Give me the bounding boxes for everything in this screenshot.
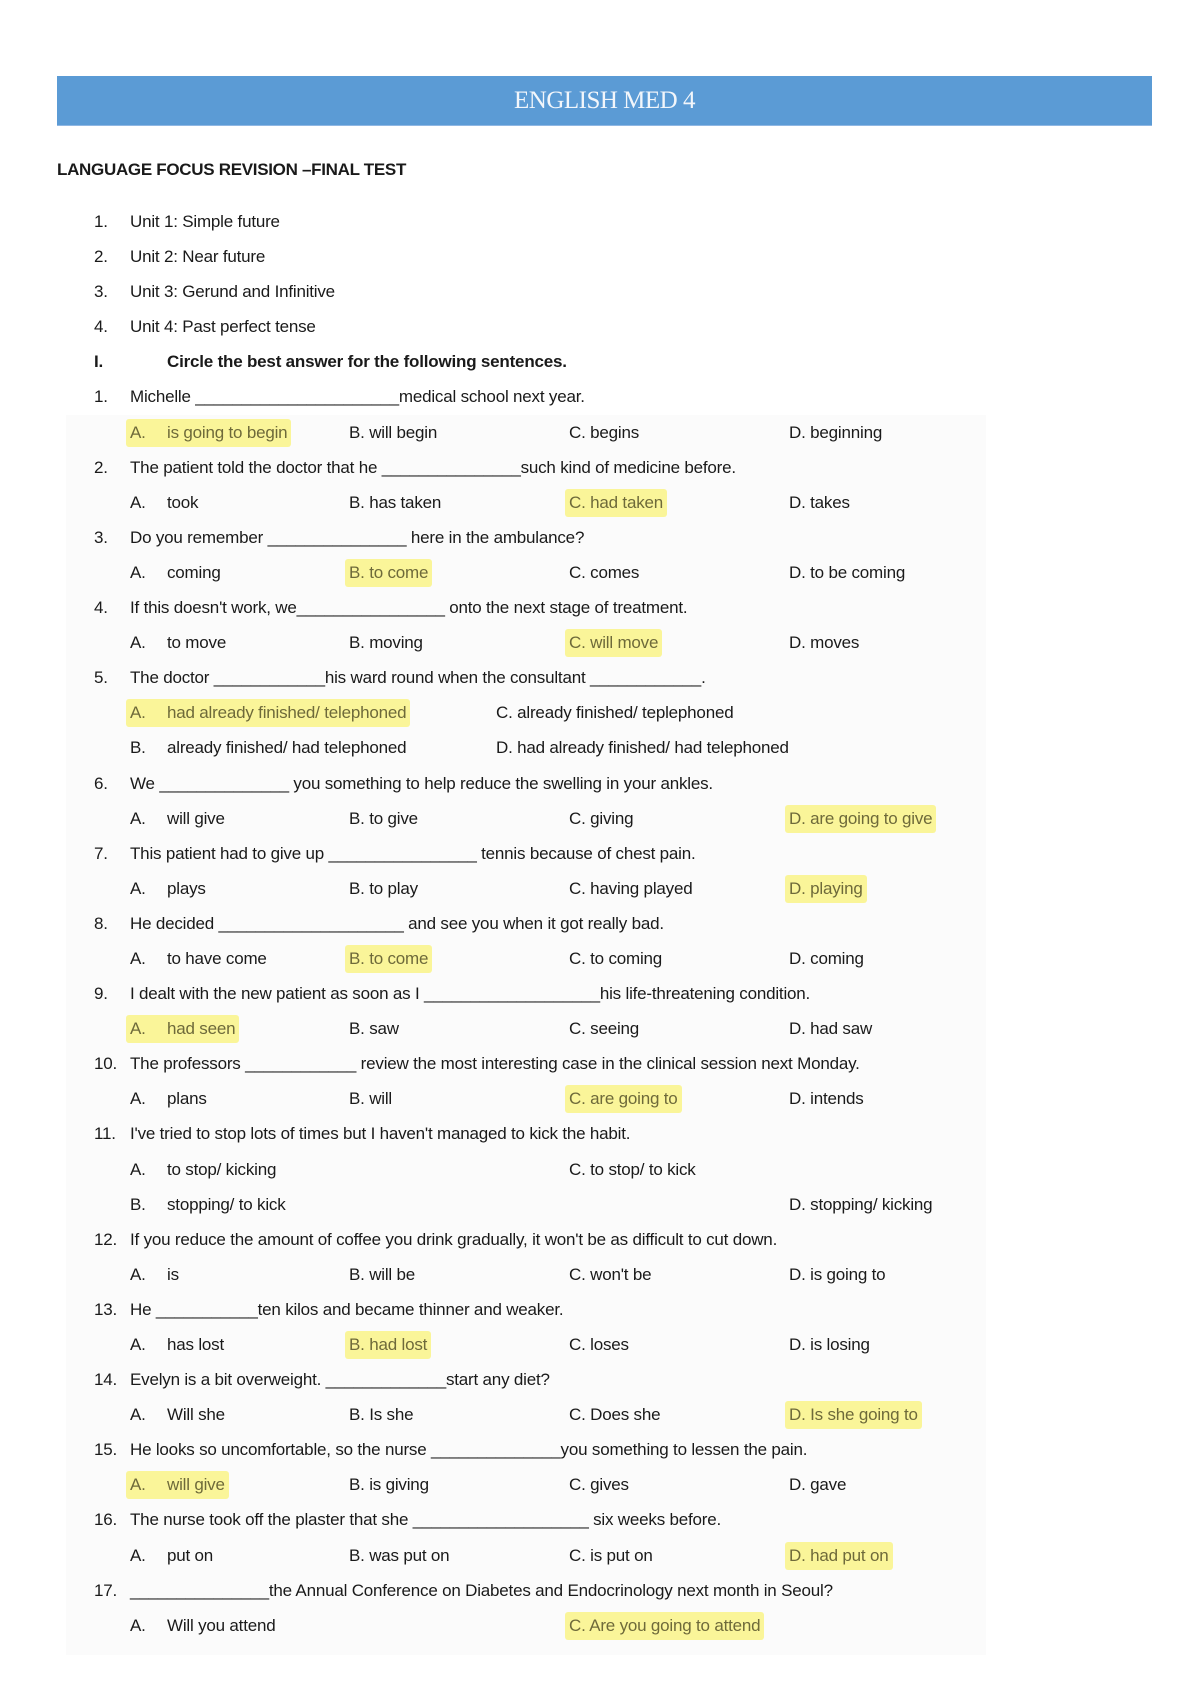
option-text: will <box>369 1089 393 1109</box>
option-letter: D. <box>789 562 806 582</box>
option-text: will begin <box>369 422 438 442</box>
option-a[interactable] <box>126 419 291 447</box>
question <box>0 840 1200 875</box>
option-text: Is she <box>369 1405 414 1425</box>
option-a[interactable] <box>126 1156 280 1184</box>
option-letter: C. <box>569 562 586 582</box>
question-text: We ______________ you something to help reduce the swelling in your ankles. <box>130 773 713 793</box>
section-heading <box>0 348 1200 383</box>
option-letter: A. <box>130 1019 146 1039</box>
option-text: had lost <box>369 1335 428 1354</box>
option-text: seeing <box>590 1019 640 1039</box>
question-number: 7. <box>94 843 108 863</box>
unit-item <box>0 278 1200 313</box>
header-banner <box>57 76 1152 126</box>
option-text: will be <box>369 1264 416 1284</box>
option-c[interactable] <box>565 1156 700 1184</box>
question-text: If this doesn't work, we________________ onto the next stage of treatment. <box>130 598 688 618</box>
option-text: intends <box>810 1089 864 1109</box>
option-b[interactable] <box>345 1401 417 1429</box>
answer-options <box>0 1542 1200 1577</box>
question <box>0 1436 1200 1471</box>
option-d[interactable] <box>785 1471 850 1499</box>
option-letter: A. <box>130 703 146 723</box>
option-text: playing <box>810 878 863 898</box>
option-text: to play <box>369 878 418 898</box>
option-letter: B. <box>349 492 365 512</box>
unit-item <box>0 313 1200 348</box>
option-text: saw <box>369 1019 399 1039</box>
option-c[interactable] <box>565 1401 664 1429</box>
option-b[interactable] <box>345 1015 403 1043</box>
option-text: put on <box>167 1545 214 1565</box>
option-letter: C. <box>569 808 586 828</box>
option-letter: C. <box>569 1159 586 1179</box>
option-text: to come <box>369 948 429 968</box>
option-letter: C. <box>569 1615 586 1635</box>
option-d[interactable] <box>785 1542 893 1570</box>
option-text: coming <box>167 562 221 582</box>
option-b[interactable] <box>345 805 422 833</box>
option-letter: A. <box>130 1405 146 1425</box>
question <box>0 1366 1200 1401</box>
option-text: coming <box>810 948 864 968</box>
question-text: He ___________ten kilos and became thinner and weaker. <box>130 1299 564 1319</box>
question-text: Michelle ______________________medical school next year. <box>130 387 585 407</box>
unit-item <box>0 208 1200 243</box>
question-text: The doctor ____________his ward round when the consultant ____________. <box>130 668 706 688</box>
question-text: _______________the Annual Conference on Diabetes and Endocrinology next month in Seoul? <box>130 1580 833 1600</box>
option-text: Is she going to <box>810 1405 918 1425</box>
option-letter: D. <box>789 1019 806 1039</box>
question <box>0 524 1200 559</box>
answer-options <box>0 805 1200 840</box>
option-letter: B. <box>349 878 365 898</box>
option-c[interactable] <box>565 559 643 587</box>
option-letter: C. <box>569 492 586 512</box>
option-letter: D. <box>789 1089 806 1109</box>
option-text: beginning <box>810 422 883 442</box>
option-text: had already finished/ telephoned <box>167 703 407 723</box>
option-letter: B. <box>130 1194 146 1214</box>
answer-options <box>0 1156 1200 1191</box>
unit-number: 4. <box>94 317 108 337</box>
option-letter: C. <box>569 1264 586 1284</box>
question-text: The patient told the doctor that he _______________such kind of medicine before. <box>130 457 736 477</box>
option-a[interactable] <box>126 489 202 517</box>
option-text: was put on <box>369 1545 450 1565</box>
option-text: to give <box>369 808 418 828</box>
unit-number: 3. <box>94 282 108 302</box>
option-d[interactable] <box>785 1191 936 1219</box>
option-c[interactable] <box>492 699 737 727</box>
answer-options <box>0 1085 1200 1120</box>
header-title: ENGLISH MED 4 <box>514 86 695 114</box>
question-text: This patient had to give up ________________ tennis because of chest pain. <box>130 843 696 863</box>
answer-options <box>0 734 1200 769</box>
option-letter: D. <box>789 878 806 898</box>
option-b[interactable] <box>345 1261 419 1289</box>
option-a[interactable] <box>126 1331 228 1359</box>
option-text: begins <box>590 422 640 442</box>
option-b[interactable] <box>345 559 432 587</box>
option-letter: D. <box>496 738 513 758</box>
question-number: 3. <box>94 527 108 547</box>
question-number: 12. <box>94 1229 118 1249</box>
option-a[interactable] <box>126 1261 183 1289</box>
option-letter: A. <box>130 808 146 828</box>
option-letter: D. <box>789 1475 806 1495</box>
option-text: already finished/ teplephoned <box>517 703 734 723</box>
option-text: is losing <box>810 1335 870 1354</box>
document-body <box>0 208 1200 1647</box>
option-letter: B. <box>130 738 146 758</box>
option-text: to have come <box>167 948 267 968</box>
option-text: had taken <box>590 492 664 512</box>
option-letter: B. <box>349 1335 365 1354</box>
option-c[interactable] <box>565 1015 643 1043</box>
option-b[interactable] <box>126 1191 290 1219</box>
option-d[interactable] <box>785 1085 868 1113</box>
unit-text: Unit 1: Simple future <box>130 212 280 231</box>
option-letter: A. <box>130 562 146 582</box>
question <box>0 664 1200 699</box>
option-text: to move <box>167 633 227 653</box>
option-letter: A. <box>130 1089 146 1109</box>
option-text: is going to begin <box>167 422 288 442</box>
option-letter: D. <box>789 1335 806 1354</box>
question <box>0 910 1200 945</box>
option-d[interactable] <box>785 419 886 447</box>
option-letter: B. <box>349 1405 365 1425</box>
option-text: already finished/ had telephoned <box>167 738 407 758</box>
question-text: I dealt with the new patient as soon as I ___________________his life-threatening condition. <box>130 984 811 1004</box>
option-text: will give <box>167 1475 225 1495</box>
option-letter: C. <box>569 948 586 968</box>
question <box>0 454 1200 489</box>
option-a[interactable] <box>126 805 229 833</box>
option-letter: C. <box>569 1475 586 1495</box>
option-a[interactable] <box>126 629 230 657</box>
question-number: 17. <box>94 1580 118 1600</box>
option-d[interactable] <box>785 629 863 657</box>
option-text: Will you attend <box>167 1615 276 1635</box>
option-letter: C. <box>569 1335 586 1354</box>
question <box>0 1577 1200 1612</box>
option-letter: B. <box>349 633 365 653</box>
option-text: plays <box>167 878 206 898</box>
option-text: to stop/ kicking <box>167 1159 277 1179</box>
option-c[interactable] <box>565 489 667 517</box>
option-d[interactable] <box>785 1261 889 1289</box>
option-c[interactable] <box>565 1331 633 1359</box>
option-letter: C. <box>496 703 513 723</box>
question <box>0 594 1200 629</box>
option-b[interactable] <box>126 734 410 762</box>
option-letter: D. <box>789 1405 806 1425</box>
answer-options <box>0 945 1200 980</box>
question-number: 10. <box>94 1054 118 1074</box>
question-number: 5. <box>94 668 108 688</box>
option-text: took <box>167 492 199 512</box>
option-text: will move <box>590 633 659 653</box>
option-b[interactable] <box>345 1331 431 1359</box>
option-letter: D. <box>789 422 806 442</box>
option-text: is going to <box>810 1264 886 1284</box>
option-a[interactable] <box>126 1401 229 1429</box>
question-number: 8. <box>94 913 108 933</box>
answer-options <box>0 875 1200 910</box>
option-text: to coming <box>590 948 663 968</box>
option-text: stopping/ kicking <box>810 1194 933 1214</box>
option-letter: B. <box>349 1475 365 1495</box>
option-letter: C. <box>569 633 586 653</box>
unit-item <box>0 243 1200 278</box>
question <box>0 1506 1200 1541</box>
option-text: had already finished/ had telephoned <box>517 738 789 758</box>
option-text: to stop/ to kick <box>590 1159 696 1179</box>
option-b[interactable] <box>345 1085 396 1113</box>
option-letter: A. <box>130 1159 146 1179</box>
option-text: had saw <box>810 1019 873 1039</box>
option-b[interactable] <box>345 419 441 447</box>
option-d[interactable] <box>785 1015 876 1043</box>
option-text: stopping/ to kick <box>167 1194 286 1214</box>
option-text: Will she <box>167 1405 225 1425</box>
option-text: moves <box>810 633 860 653</box>
option-letter: D. <box>789 808 806 828</box>
option-text: are going to <box>590 1089 678 1109</box>
unit-text: Unit 2: Near future <box>130 247 266 267</box>
question-number: 15. <box>94 1440 118 1460</box>
question <box>0 1296 1200 1331</box>
option-letter: D. <box>789 948 806 968</box>
question-text: He decided ____________________ and see you when it got really bad. <box>130 913 664 933</box>
option-letter: B. <box>349 1545 365 1565</box>
option-letter: A. <box>130 1615 146 1635</box>
option-a[interactable] <box>126 559 225 587</box>
question <box>0 1120 1200 1155</box>
option-c[interactable] <box>565 1085 682 1113</box>
question-text: If you reduce the amount of coffee you drink gradually, it won't be as difficult to cut down. <box>130 1229 778 1249</box>
question-number: 16. <box>94 1510 118 1530</box>
option-d[interactable] <box>785 559 909 587</box>
option-d[interactable] <box>785 805 936 833</box>
option-text: will give <box>167 808 225 828</box>
option-text: won't be <box>590 1264 652 1284</box>
option-letter: A. <box>130 1475 146 1495</box>
question <box>0 770 1200 805</box>
option-a[interactable] <box>126 1015 239 1043</box>
answer-options <box>0 1331 1200 1366</box>
question-text: Do you remember _______________ here in the ambulance? <box>130 527 585 547</box>
option-d[interactable] <box>785 1331 874 1359</box>
option-b[interactable] <box>345 875 422 903</box>
option-c[interactable] <box>565 629 662 657</box>
option-text: having played <box>590 878 693 898</box>
option-letter: D. <box>789 1545 806 1565</box>
answer-options <box>0 1612 1200 1647</box>
answer-options <box>0 1261 1200 1296</box>
option-letter: A. <box>130 878 146 898</box>
option-letter: D. <box>789 492 806 512</box>
option-c[interactable] <box>565 1542 657 1570</box>
option-letter: B. <box>349 808 365 828</box>
option-text: is <box>167 1264 179 1284</box>
option-c[interactable] <box>565 419 643 447</box>
question <box>0 383 1200 418</box>
option-a[interactable] <box>126 1085 211 1113</box>
option-a[interactable] <box>126 1542 217 1570</box>
question <box>0 1050 1200 1085</box>
answer-options <box>0 699 1200 734</box>
option-letter: D. <box>789 633 806 653</box>
option-letter: A. <box>130 492 146 512</box>
section-instruction: Circle the best answer for the following sentences. <box>167 352 567 372</box>
option-a[interactable] <box>126 699 410 727</box>
option-b[interactable] <box>345 629 427 657</box>
option-d[interactable] <box>785 489 854 517</box>
option-letter: A. <box>130 1335 146 1354</box>
answer-options <box>0 419 1200 454</box>
option-text: had seen <box>167 1019 236 1039</box>
option-letter: A. <box>130 1264 146 1284</box>
option-letter: B. <box>349 1089 365 1109</box>
option-letter: B. <box>349 948 365 968</box>
option-letter: C. <box>569 1019 586 1039</box>
answer-options <box>0 489 1200 524</box>
option-d[interactable] <box>785 1401 922 1429</box>
question-number: 1. <box>94 387 108 407</box>
option-c[interactable] <box>565 945 666 973</box>
answer-options <box>0 1401 1200 1436</box>
option-letter: B. <box>349 422 365 442</box>
option-text: is giving <box>369 1475 429 1495</box>
option-text: is put on <box>590 1545 653 1565</box>
option-letter: B. <box>349 1019 365 1039</box>
answer-options <box>0 1191 1200 1226</box>
question-number: 6. <box>94 773 108 793</box>
unit-number: 1. <box>94 212 108 231</box>
question-text: The professors ____________ review the most interesting case in the clinical session next Monday. <box>130 1054 860 1074</box>
option-text: loses <box>590 1335 629 1354</box>
unit-text: Unit 3: Gerund and Infinitive <box>130 282 335 302</box>
option-c[interactable] <box>565 875 696 903</box>
option-text: Are you going to attend <box>589 1615 761 1635</box>
option-text: to come <box>369 562 429 582</box>
option-text: comes <box>590 562 640 582</box>
option-text: plans <box>167 1089 207 1109</box>
option-d[interactable] <box>785 875 867 903</box>
option-b[interactable] <box>345 1542 453 1570</box>
unit-number: 2. <box>94 247 108 267</box>
section-number: I. <box>94 352 104 372</box>
option-c[interactable] <box>565 1261 655 1289</box>
option-c[interactable] <box>565 1471 633 1499</box>
answer-options <box>0 559 1200 594</box>
option-text: gives <box>590 1475 629 1495</box>
option-text: has lost <box>167 1335 224 1354</box>
question-number: 9. <box>94 984 108 1004</box>
question-number: 13. <box>94 1299 118 1319</box>
option-letter: B. <box>349 1264 365 1284</box>
option-text: moving <box>369 633 423 653</box>
question-number: 11. <box>94 1124 116 1144</box>
option-letter: C. <box>569 1089 586 1109</box>
question-text: The nurse took off the plaster that she ___________________ six weeks before. <box>130 1510 722 1530</box>
question-number: 14. <box>94 1370 118 1390</box>
option-letter: C. <box>569 1405 586 1425</box>
question-text: He looks so uncomfortable, so the nurse ______________you something to lessen the pain. <box>130 1440 808 1460</box>
question-text: Evelyn is a bit overweight. _____________start any diet? <box>130 1370 550 1390</box>
option-a[interactable] <box>126 1471 229 1499</box>
option-letter: A. <box>130 633 146 653</box>
option-text: are going to give <box>810 808 933 828</box>
option-text: had put on <box>810 1545 889 1565</box>
document-title: LANGUAGE FOCUS REVISION –FINAL TEST <box>57 160 407 179</box>
question <box>0 980 1200 1015</box>
option-letter: A. <box>130 948 146 968</box>
question <box>0 1226 1200 1261</box>
option-text: takes <box>810 492 850 512</box>
option-d[interactable] <box>785 945 868 973</box>
option-c[interactable] <box>565 805 637 833</box>
answer-options <box>0 1015 1200 1050</box>
option-a[interactable] <box>126 1612 280 1640</box>
option-letter: A. <box>130 422 146 442</box>
option-letter: C. <box>569 422 586 442</box>
option-d[interactable] <box>492 734 793 762</box>
option-text: Does she <box>590 1405 661 1425</box>
option-text: giving <box>590 808 634 828</box>
question-number: 4. <box>94 598 108 618</box>
question-number: 2. <box>94 457 108 477</box>
option-text: gave <box>810 1475 847 1495</box>
question-text: I've tried to stop lots of times but I haven't managed to kick the habit. <box>130 1124 631 1144</box>
option-c[interactable] <box>565 1612 764 1640</box>
option-b[interactable] <box>345 945 432 973</box>
option-letter: B. <box>349 562 365 582</box>
option-letter: C. <box>569 1545 586 1565</box>
option-b[interactable] <box>345 489 445 517</box>
option-a[interactable] <box>126 945 271 973</box>
option-letter: D. <box>789 1264 806 1284</box>
option-letter: A. <box>130 1545 146 1565</box>
option-b[interactable] <box>345 1471 433 1499</box>
option-a[interactable] <box>126 875 210 903</box>
option-letter: C. <box>569 878 586 898</box>
answer-options <box>0 629 1200 664</box>
unit-text: Unit 4: Past perfect tense <box>130 317 316 337</box>
option-letter: D. <box>789 1194 806 1214</box>
option-text: to be coming <box>810 562 906 582</box>
answer-options <box>0 1471 1200 1506</box>
option-text: has taken <box>369 492 442 512</box>
